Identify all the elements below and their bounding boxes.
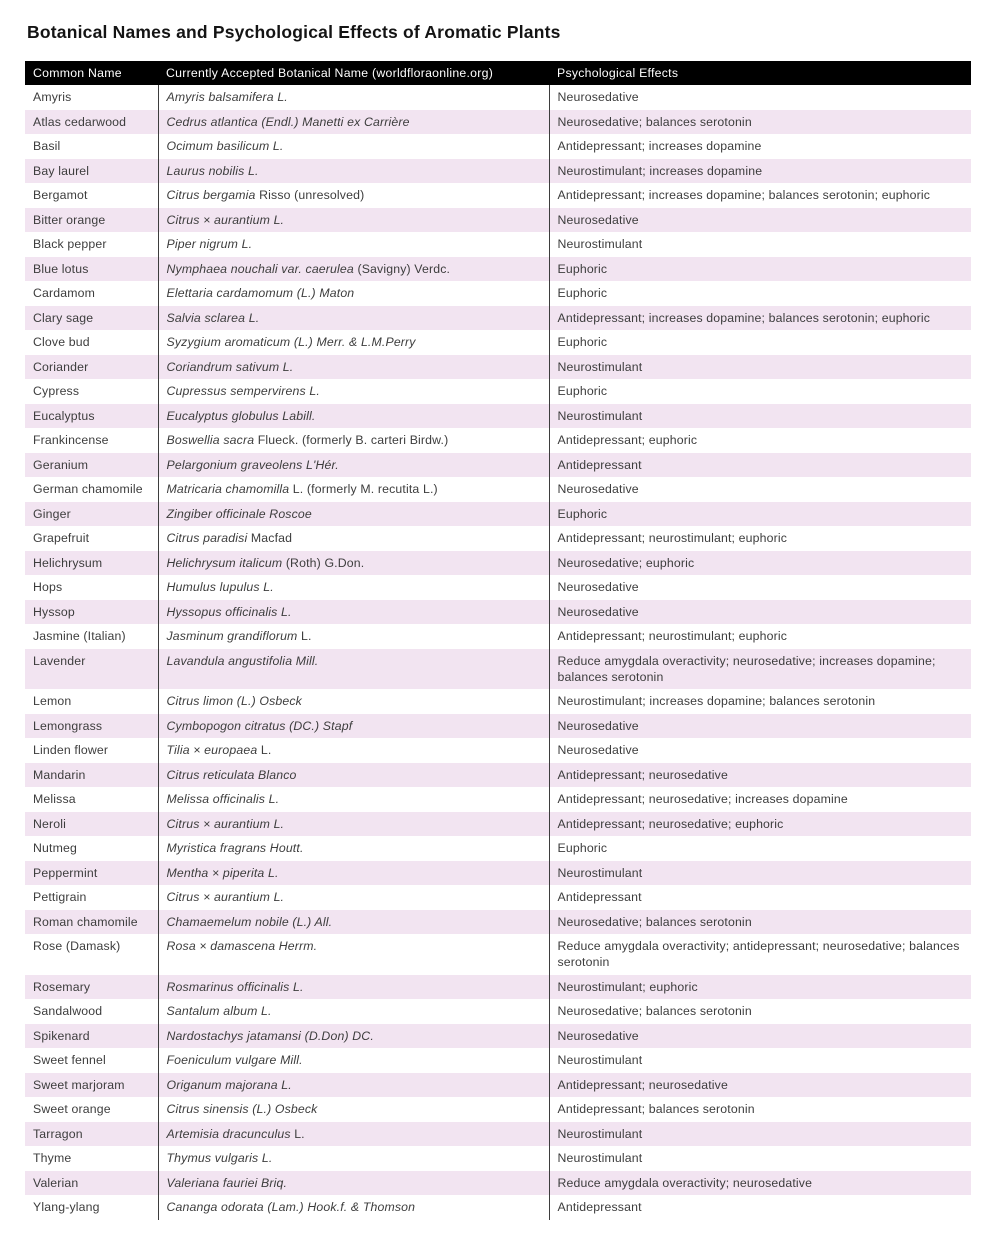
common-name-cell: Lemongrass [33,718,103,733]
effects-cell: Neurosedative [549,738,971,763]
botanical-name-cell [158,257,549,282]
common-name-cell: Sweet fennel [33,1053,106,1067]
effects-cell: Antidepressant [549,885,971,910]
table-row [25,763,971,788]
effects-cell: Euphoric [549,379,971,404]
common-name-cell: Sandalwood [33,1004,103,1018]
botanical-name-cell [158,861,549,886]
botanical-name-latin: Nardostachys jatamansi (D.Don) DC. [166,1028,374,1043]
botanical-name-latin: Valeriana fauriei Briq. [166,1175,288,1190]
botanical-name-latin: Citrus paradisi [166,531,248,545]
common-name-cell: Nutmeg [33,841,77,855]
table-row [25,1097,971,1122]
table-row [25,1122,971,1147]
effects-cell: Neurosedative [549,714,971,739]
botanical-name-latin: Citrus × aurantium L. [166,212,285,227]
table-row [25,355,971,380]
table-row [25,934,971,975]
botanical-name-latin: Humulus lupulus L. [166,580,274,594]
botanical-name-cell [158,975,549,1000]
botanical-name-latin: Lavandula angustifolia Mill. [166,653,319,668]
effects-cell: Antidepressant; neurosedative [549,1073,971,1098]
effects-cell: Antidepressant; neurostimulant; euphoric [549,624,971,649]
common-name-cell: Blue lotus [33,261,89,276]
botanical-name-latin: Piper nigrum L. [166,237,253,251]
table-row [25,738,971,763]
common-name-cell: German chamomile [33,482,143,496]
table-row [25,379,971,404]
botanical-name-latin: Citrus sinensis (L.) Osbeck [166,1102,318,1116]
botanical-name-latin: Cananga odorata (Lam.) Hook.f. & Thomson [166,1200,416,1214]
common-name-cell: Ginger [33,506,71,521]
column-header-common-name: Common Name [25,61,158,85]
table-row [25,1146,971,1171]
effects-cell: Neurosedative [549,85,971,110]
effects-cell: Euphoric [549,281,971,306]
botanical-name-cell [158,1097,549,1122]
effects-cell: Antidepressant; euphoric [549,428,971,453]
table-row [25,453,971,478]
botanical-name-cell [158,910,549,935]
effects-cell: Antidepressant [549,1195,971,1220]
botanical-name-cell [158,85,549,110]
table-row [25,1195,971,1220]
common-name-cell: Linden flower [33,743,109,757]
table-row [25,689,971,714]
botanical-name-cell [158,812,549,837]
botanical-name-latin: Zingiber officinale Roscoe [166,506,312,521]
botanical-name-author: L. [257,743,272,757]
table-row [25,183,971,208]
effects-cell: Neurostimulant [549,1122,971,1147]
effects-cell: Neurosedative; balances serotonin [549,999,971,1024]
effects-cell: Antidepressant; neurosedative [549,763,971,788]
botanical-name-cell [158,714,549,739]
table-row [25,624,971,649]
common-name-cell: Roman chamomile [33,914,138,929]
botanical-name-cell [158,999,549,1024]
botanical-name-cell [158,624,549,649]
effects-cell: Neurosedative; euphoric [549,551,971,576]
table-row [25,714,971,739]
botanical-name-latin: Citrus limon (L.) Osbeck [166,694,302,708]
effects-cell: Neurostimulant [549,1146,971,1171]
botanical-name-latin: Ocimum basilicum L. [166,139,284,153]
table-row [25,526,971,551]
botanical-name-cell [158,428,549,453]
botanical-name-cell [158,306,549,331]
table-row [25,281,971,306]
common-name-cell: Black pepper [33,237,107,251]
botanical-name-cell [158,453,549,478]
common-name-cell: Sweet orange [33,1102,111,1116]
effects-cell: Antidepressant [549,453,971,478]
botanical-name-cell [158,110,549,135]
botanical-name-cell [158,836,549,861]
botanical-name-cell [158,551,549,576]
botanical-name-cell [158,649,549,690]
botanical-name-latin: Matricaria chamomilla [166,482,290,496]
table-body [25,85,971,1220]
effects-cell: Antidepressant; neurosedative; increases dopamine [549,787,971,812]
botanical-name-latin: Mentha × piperita L. [166,865,279,880]
effects-cell: Neurosedative [549,600,971,625]
table-row [25,885,971,910]
effects-cell: Reduce amygdala overactivity; antidepressant; neurosedative; balances serotonin [549,934,971,975]
common-name-cell: Valerian [33,1175,79,1190]
botanical-name-latin: Rosmarinus officinalis L. [166,979,304,994]
botanical-name-cell [158,404,549,429]
common-name-cell: Bay laurel [33,163,90,178]
botanical-name-latin: Elettaria cardamomum (L.) Maton [166,286,355,300]
effects-cell: Neurostimulant [549,355,971,380]
table-row [25,1171,971,1196]
effects-cell: Euphoric [549,330,971,355]
botanical-name-latin: Chamaemelum nobile (L.) All. [166,914,333,929]
botanical-name-latin: Citrus × aurantium L. [166,816,285,831]
page [0,21,1000,1249]
common-name-cell: Cardamom [33,286,96,300]
botanical-name-cell [158,885,549,910]
botanical-name-latin: Nymphaea nouchali var. caerulea [166,261,354,276]
effects-cell: Neurostimulant; euphoric [549,975,971,1000]
botanical-name-cell [158,1024,549,1049]
effects-cell: Neurosedative; balances serotonin [549,910,971,935]
table-row [25,208,971,233]
botanical-name-cell [158,502,549,527]
botanical-name-latin: Citrus reticulata Blanco [166,767,297,782]
botanical-name-cell [158,477,549,502]
effects-cell: Neurostimulant; increases dopamine; balances serotonin [549,689,971,714]
table-row [25,649,971,690]
botanical-name-cell [158,232,549,257]
column-header-psychological-effects: Psychological Effects [549,61,971,85]
effects-cell: Neurostimulant [549,232,971,257]
botanical-name-latin: Coriandrum sativum L. [166,359,294,374]
table-row [25,110,971,135]
effects-cell: Euphoric [549,836,971,861]
common-name-cell: Tarragon [33,1126,83,1141]
table-row [25,575,971,600]
botanical-name-latin: Foeniculum vulgare Mill. [166,1053,303,1067]
table-row [25,134,971,159]
effects-cell: Reduce amygdala overactivity; neurosedative; increases dopamine; balances serotonin [549,649,971,690]
botanical-name-author: Risso (unresolved) [255,188,365,202]
botanical-name-cell [158,1195,549,1220]
table-row [25,812,971,837]
common-name-cell: Pettigrain [33,890,87,904]
botanical-name-cell [158,1122,549,1147]
effects-cell: Neurostimulant; increases dopamine [549,159,971,184]
botanical-name-author: L. [290,1126,305,1141]
botanical-name-latin: Citrus × aurantium L. [166,890,285,904]
botanical-name-latin: Salvia sclarea L. [166,310,260,325]
common-name-cell: Geranium [33,457,89,472]
effects-cell: Neurosedative [549,477,971,502]
botanical-name-latin: Cymbopogon citratus (DC.) Stapf [166,718,353,733]
botanical-name-latin: Syzygium aromaticum (L.) Merr. & L.M.Perry [166,335,416,349]
common-name-cell: Basil [33,139,61,153]
common-name-cell: Ylang-ylang [33,1200,100,1214]
botanical-name-author: Flueck. (formerly B. carteri Birdw.) [254,433,449,447]
common-name-cell: Neroli [33,816,67,831]
botanical-name-cell [158,738,549,763]
common-name-cell: Eucalyptus [33,408,95,423]
effects-cell: Antidepressant; increases dopamine; balances serotonin; euphoric [549,306,971,331]
table-row [25,232,971,257]
botanical-name-cell [158,763,549,788]
table-row [25,910,971,935]
common-name-cell: Sweet marjoram [33,1077,125,1092]
table-row [25,85,971,110]
botanical-name-cell [158,1073,549,1098]
effects-cell: Reduce amygdala overactivity; neurosedative [549,1171,971,1196]
botanical-name-author: Macfad [247,531,293,545]
common-name-cell: Melissa [33,792,76,806]
common-name-cell: Hops [33,580,63,594]
table-row [25,551,971,576]
effects-cell: Antidepressant; neurosedative; euphoric [549,812,971,837]
botanical-name-cell [158,600,549,625]
table-row [25,502,971,527]
botanical-name-latin: Cupressus sempervirens L. [166,384,320,398]
common-name-cell: Clary sage [33,310,94,325]
effects-cell: Neurostimulant [549,861,971,886]
botanical-name-cell [158,355,549,380]
botanical-name-latin: Thymus vulgaris L. [166,1151,273,1165]
effects-cell: Neurosedative; balances serotonin [549,110,971,135]
effects-cell: Euphoric [549,257,971,282]
effects-cell: Antidepressant; increases dopamine [549,134,971,159]
botanical-name-latin: Origanum majorana L. [166,1077,292,1092]
common-name-cell: Hyssop [33,604,75,619]
table-row [25,1073,971,1098]
common-name-cell: Helichrysum [33,555,103,570]
botanical-name-latin: Santalum album L. [166,1004,272,1018]
botanical-name-latin: Pelargonium graveolens L'Hér. [166,457,339,472]
botanical-name-latin: Myristica fragrans Houtt. [166,841,304,855]
botanical-name-latin: Rosa × damascena Herrm. [166,939,318,953]
common-name-cell: Mandarin [33,767,86,782]
table-row [25,330,971,355]
table-row [25,975,971,1000]
botanical-name-cell [158,379,549,404]
effects-cell: Neurosedative [549,1024,971,1049]
table-row [25,477,971,502]
table-row [25,159,971,184]
botanical-name-cell [158,134,549,159]
botanical-name-cell [158,934,549,975]
botanical-name-cell [158,575,549,600]
botanical-name-latin: Amyris balsamifera L. [166,90,288,104]
page-title: Botanical Names and Psychological Effects of Aromatic Plants [27,22,561,42]
botanical-name-latin: Cedrus atlantica (Endl.) Manetti ex Carrière [166,114,410,129]
table-row [25,1048,971,1073]
table-row [25,1024,971,1049]
common-name-cell: Atlas cedarwood [33,114,127,129]
table-row [25,257,971,282]
botanical-name-cell [158,526,549,551]
effects-cell: Antidepressant; balances serotonin [549,1097,971,1122]
common-name-cell: Peppermint [33,865,98,880]
botanical-name-cell [158,1171,549,1196]
common-name-cell: Rose (Damask) [33,939,121,953]
common-name-cell: Spikenard [33,1028,90,1043]
effects-cell: Antidepressant; neurostimulant; euphoric [549,526,971,551]
common-name-cell: Bergamot [33,188,88,202]
botanical-name-cell [158,1146,549,1171]
botanical-name-cell [158,787,549,812]
common-name-cell: Coriander [33,359,89,374]
botanical-name-cell [158,1048,549,1073]
botanical-name-cell [158,281,549,306]
botanical-name-author: (Roth) G.Don. [282,555,365,570]
effects-cell: Euphoric [549,502,971,527]
table-row [25,600,971,625]
botanical-name-cell [158,208,549,233]
common-name-cell: Rosemary [33,979,91,994]
botanical-name-cell [158,330,549,355]
common-name-cell: Bitter orange [33,212,106,227]
common-name-cell: Lavender [33,653,86,668]
table-header [25,61,971,85]
table-row [25,861,971,886]
table-row [25,306,971,331]
botanical-name-author: (Savigny) Verdc. [353,261,451,276]
common-name-cell: Clove bud [33,335,90,349]
aromatic-plants-table [25,61,971,1220]
botanical-name-latin: Laurus nobilis L. [166,163,259,178]
common-name-cell: Cypress [33,384,80,398]
effects-cell: Neurostimulant [549,404,971,429]
botanical-name-cell [158,689,549,714]
botanical-name-cell [158,183,549,208]
common-name-cell: Jasmine (Italian) [33,629,126,643]
common-name-cell: Frankincense [33,433,109,447]
effects-cell: Neurosedative [549,208,971,233]
botanical-name-cell [158,159,549,184]
botanical-name-latin: Artemisia dracunculus [166,1126,291,1141]
table-row [25,428,971,453]
botanical-name-latin: Hyssopus officinalis L. [166,604,292,619]
botanical-name-author: L. (formerly M. recutita L.) [289,482,438,496]
botanical-name-author: L. [297,629,312,643]
common-name-cell: Thyme [33,1151,72,1165]
table-row [25,787,971,812]
column-header-botanical-name: Currently Accepted Botanical Name (worldfloraonline.org) [158,61,549,85]
table-row [25,404,971,429]
effects-cell: Neurostimulant [549,1048,971,1073]
botanical-name-latin: Helichrysum italicum [166,555,283,570]
botanical-name-latin: Melissa officinalis L. [166,792,280,806]
botanical-name-latin: Citrus bergamia [166,188,256,202]
botanical-name-latin: Tilia × europaea [166,743,258,757]
table-header-row [25,61,971,85]
botanical-name-latin: Boswellia sacra [166,433,255,447]
effects-cell: Antidepressant; increases dopamine; balances serotonin; euphoric [549,183,971,208]
table-row [25,999,971,1024]
common-name-cell: Grapefruit [33,531,90,545]
common-name-cell: Lemon [33,694,72,708]
botanical-name-latin: Jasminum grandiflorum [166,629,298,643]
effects-cell: Neurosedative [549,575,971,600]
botanical-name-latin: Eucalyptus globulus Labill. [166,408,316,423]
table-row [25,836,971,861]
common-name-cell: Amyris [33,90,72,104]
